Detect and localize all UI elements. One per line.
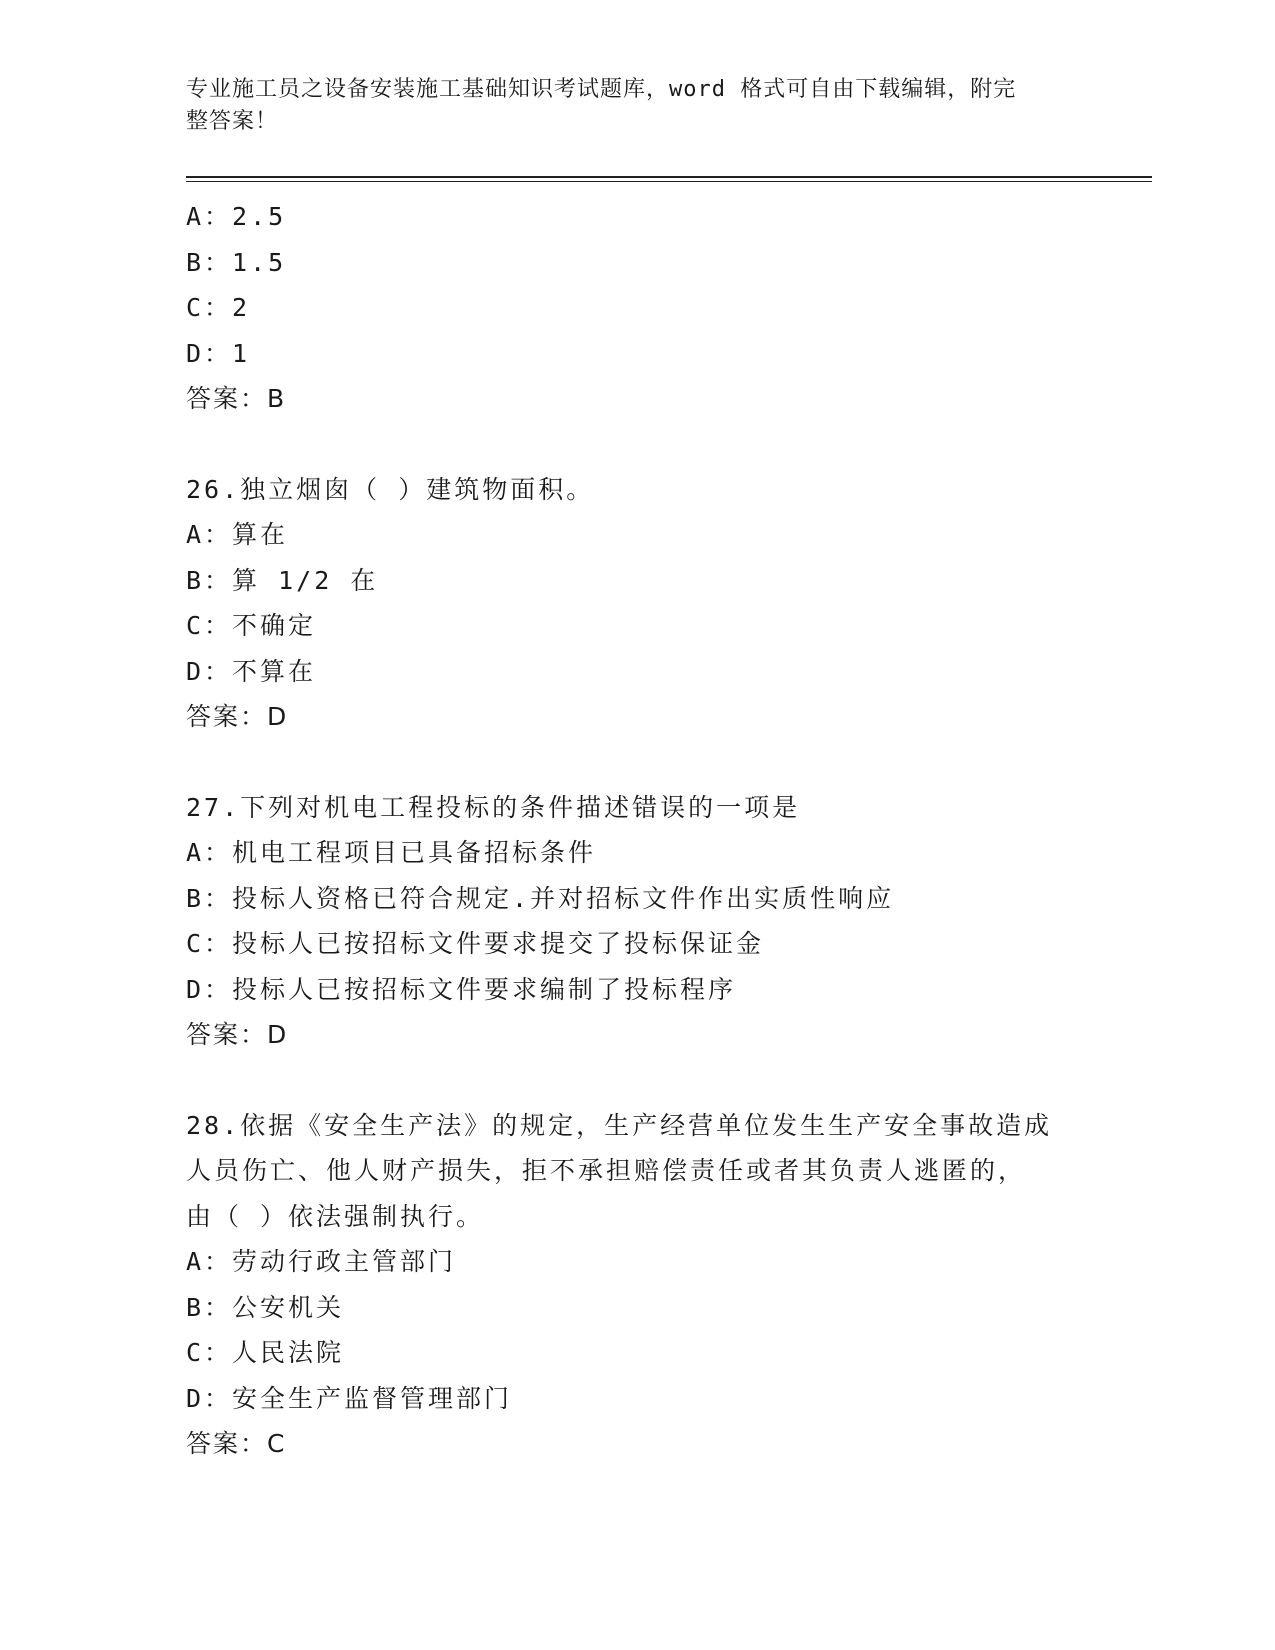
option-d: D：1 — [186, 338, 251, 368]
header-divider-thin — [186, 181, 1152, 182]
option-a: A：机电工程项目已具备招标条件 — [186, 838, 597, 867]
block-spacer — [186, 422, 1086, 467]
question-stem: 26.独立烟囱（ ）建筑物面积。 — [186, 474, 595, 504]
block-spacer — [186, 740, 1086, 785]
question-stem-line-2: 人员伤亡、他人财产损失，拒不承担赔偿责任或者其负责人逃匿的， — [186, 1156, 1027, 1185]
option-d: D：不算在 — [186, 656, 317, 686]
question-stem-line-3: 由（ ）依法强制执行。 — [186, 1201, 485, 1231]
option-b: B：投标人资格已符合规定.并对招标文件作出实质性响应 — [186, 883, 895, 913]
option-d: D：安全生产监督管理部门 — [186, 1383, 513, 1413]
option-b: B：公安机关 — [186, 1292, 345, 1322]
question-stem-line-1: 28.依据《安全生产法》的规定，生产经营单位发生生产安全事故造成 — [186, 1110, 1053, 1140]
header-line-1: 专业施工员之设备安装施工基础知识考试题库，word 格式可自由下载编辑，附完 — [186, 77, 1017, 102]
question-block-27 — [186, 785, 1086, 1058]
option-c: C：2 — [186, 293, 251, 322]
option-a: A：2.5 — [186, 202, 287, 231]
answer-line: 答案：B — [186, 384, 287, 413]
option-b: B：1.5 — [186, 247, 287, 277]
option-a: A：劳动行政主管部门 — [186, 1247, 457, 1276]
answer-line: 答案：D — [186, 702, 289, 731]
option-c: C：人民法院 — [186, 1338, 345, 1367]
block-spacer — [186, 1058, 1086, 1103]
question-block-26 — [186, 467, 1086, 740]
question-list — [186, 194, 1086, 1467]
header-line-2: 整答案！ — [186, 109, 279, 134]
option-c: C：投标人已按招标文件要求提交了投标保证金 — [186, 929, 765, 958]
option-a: A：算在 — [186, 520, 289, 549]
question-block-28 — [186, 1103, 1086, 1467]
question-stem: 27.下列对机电工程投标的条件描述错误的一项是 — [186, 792, 801, 822]
answer-line: 答案：C — [186, 1429, 287, 1458]
option-c: C：不确定 — [186, 611, 317, 640]
question-block-25 — [186, 194, 1086, 422]
option-d: D：投标人已按招标文件要求编制了投标程序 — [186, 974, 737, 1004]
answer-line: 答案：D — [186, 1020, 289, 1049]
option-b: B：算 1/2 在 — [186, 565, 379, 595]
header-divider-thick — [186, 176, 1152, 178]
document-header — [186, 74, 1066, 138]
